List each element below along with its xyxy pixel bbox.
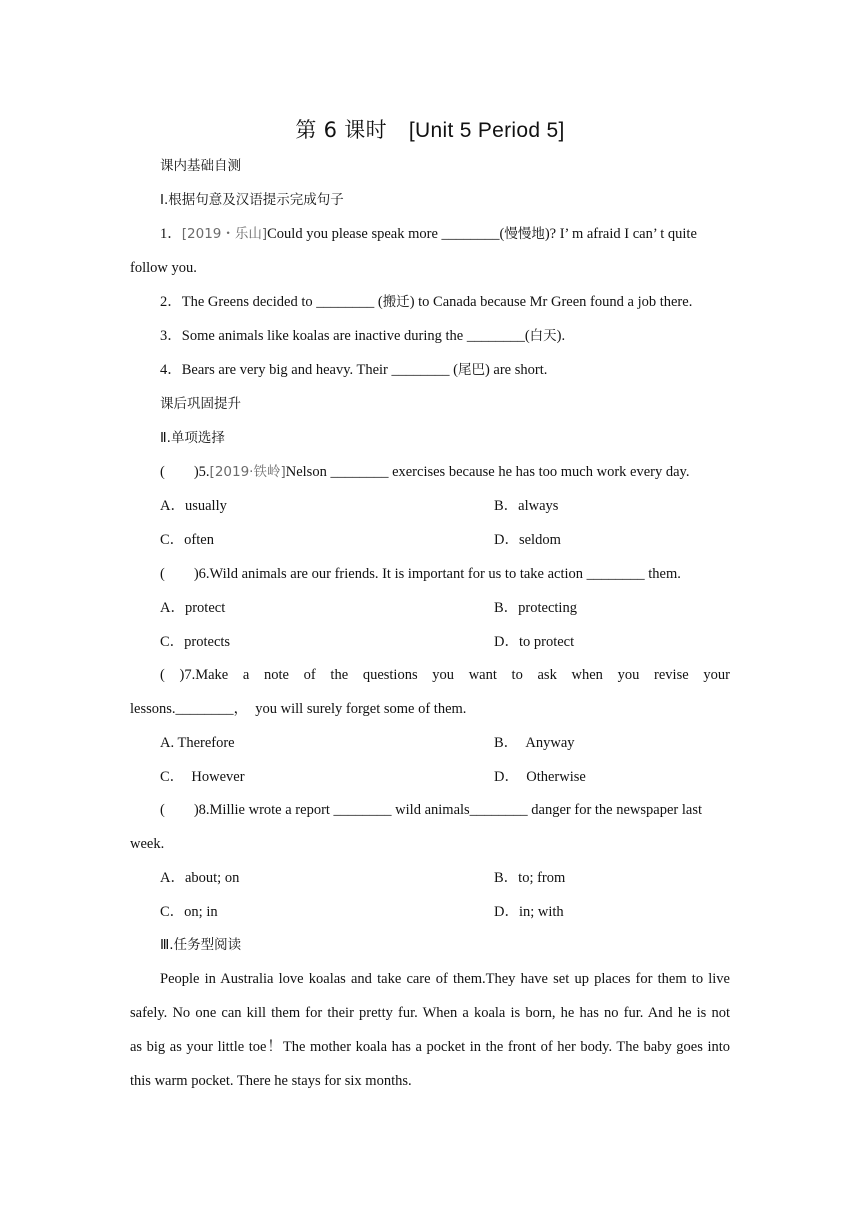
question-5 bbox=[160, 462, 730, 482]
title-cn: 第 6 课时 bbox=[295, 118, 387, 142]
item-text-a: Bears are very big and heavy. Their ________ ( bbox=[181, 362, 458, 378]
q5-option-c: C．often bbox=[160, 532, 214, 548]
q7-word: questions bbox=[362, 667, 418, 683]
q5-option-a: A．usually bbox=[160, 498, 227, 514]
q7-word: ask bbox=[537, 667, 557, 683]
pre-class-label: 课内基础自测 bbox=[160, 158, 241, 174]
after-class-label: 课后巩固提升 bbox=[160, 396, 241, 412]
item-number: 1． bbox=[160, 226, 182, 242]
passage-line-1: People in Australia love koalas and take care of them.They have set up places for them to live bbox=[160, 971, 730, 987]
q6-option-d: D．to protect bbox=[494, 634, 575, 650]
q7-word: want bbox=[468, 667, 497, 683]
item-number: 2． bbox=[160, 294, 182, 310]
question-8-continued: week. bbox=[130, 836, 165, 852]
question-source: [2019·铁岭] bbox=[209, 464, 286, 480]
item-source: [2019・乐山] bbox=[181, 226, 268, 242]
passage-line-3: as big as your little toe！The mother koala has a pocket in the front of her body. The baby goes into bbox=[130, 1039, 730, 1055]
q8-option-b: B．to; from bbox=[494, 870, 566, 886]
title-en: [Unit 5 Period 5] bbox=[408, 119, 565, 142]
q7-word: the bbox=[330, 667, 349, 683]
item-number: 4． bbox=[160, 362, 182, 378]
s1-item-1 bbox=[160, 224, 730, 244]
s1-item-3 bbox=[160, 326, 730, 346]
section1-heading bbox=[160, 190, 730, 210]
item-text-a: The Greens decided to ________ ( bbox=[181, 294, 383, 310]
q7-word: ( bbox=[160, 667, 165, 683]
q7-word: note bbox=[264, 667, 289, 683]
s1-item-1-continued: follow you. bbox=[130, 260, 197, 276]
passage-line-2: safely. No one can kill them for their pretty fur. When a koala is born, he has no fur. And he is not bbox=[130, 1005, 730, 1021]
q5-option-b: B．always bbox=[494, 498, 559, 514]
question-6: ( )6.Wild animals are our friends. It is important for us to take action ________ them. bbox=[160, 566, 681, 582]
item-hint: 搬迁 bbox=[382, 294, 410, 310]
item-hint: 白天 bbox=[529, 328, 557, 344]
item-hint: 尾巴 bbox=[457, 362, 485, 378]
q5-option-d: D．seldom bbox=[494, 532, 561, 548]
item-text-b: ). bbox=[556, 328, 566, 344]
q7-option-b: B． Anyway bbox=[494, 735, 575, 751]
q6-option-b: B．protecting bbox=[494, 600, 577, 616]
item-text-b: )? I’ m afraid I can’ t quite bbox=[544, 226, 697, 242]
item-text-b: ) to Canada because Mr Green found a job there. bbox=[409, 294, 693, 310]
question-8: ( )8.Millie wrote a report ________ wild animals________ danger for the newspaper last bbox=[160, 802, 703, 818]
section2-heading-num: Ⅱ. bbox=[160, 430, 171, 446]
item-hint: 慢慢地 bbox=[504, 226, 545, 242]
item-text-b: ) are short. bbox=[484, 362, 548, 378]
page-title bbox=[0, 114, 860, 144]
q7-word: when bbox=[571, 667, 603, 683]
q7-word: )7.Make bbox=[179, 667, 229, 683]
q7-word: to bbox=[511, 667, 523, 683]
s1-item-4 bbox=[160, 360, 730, 380]
question-7-continued: lessons.________， you will surely forget some of them. bbox=[130, 701, 467, 717]
question-paren: ( )5. bbox=[160, 464, 210, 480]
item-text-a: Could you please speak more ________( bbox=[267, 226, 505, 242]
q7-option-d: D． Otherwise bbox=[494, 769, 586, 785]
q7-word: revise bbox=[654, 667, 689, 683]
passage-line-4: this warm pocket. There he stays for six months. bbox=[130, 1073, 412, 1089]
q8-option-a: A．about; on bbox=[160, 870, 240, 886]
section3-heading-text: 任务型阅读 bbox=[173, 937, 242, 953]
section3-heading-num: Ⅲ. bbox=[160, 937, 174, 953]
q7-option-a: A. Therefore bbox=[160, 735, 235, 751]
q8-option-d: D．in; with bbox=[494, 904, 564, 920]
section1-heading-num: Ⅰ. bbox=[160, 192, 169, 208]
question-7 bbox=[160, 665, 730, 685]
q7-word: you bbox=[617, 667, 640, 683]
q7-word: you bbox=[432, 667, 455, 683]
section1-heading-text: 根据句意及汉语提示完成句子 bbox=[168, 192, 344, 208]
s1-item-2 bbox=[160, 292, 730, 312]
question-text: Nelson ________ exercises because he has too much work every day. bbox=[285, 464, 690, 480]
section2-heading bbox=[160, 428, 730, 448]
item-text-a: Some animals like koalas are inactive during the ________( bbox=[181, 328, 530, 344]
q7-word: your bbox=[703, 667, 730, 683]
q6-option-a: A．protect bbox=[160, 600, 226, 616]
section3-heading bbox=[160, 935, 730, 955]
q7-option-c: C． However bbox=[160, 769, 245, 785]
q6-option-c: C．protects bbox=[160, 634, 231, 650]
q7-word: of bbox=[303, 667, 316, 683]
q7-word: a bbox=[242, 667, 250, 683]
section2-heading-text: 单项选择 bbox=[170, 430, 225, 446]
item-number: 3． bbox=[160, 328, 182, 344]
q8-option-c: C．on; in bbox=[160, 904, 218, 920]
